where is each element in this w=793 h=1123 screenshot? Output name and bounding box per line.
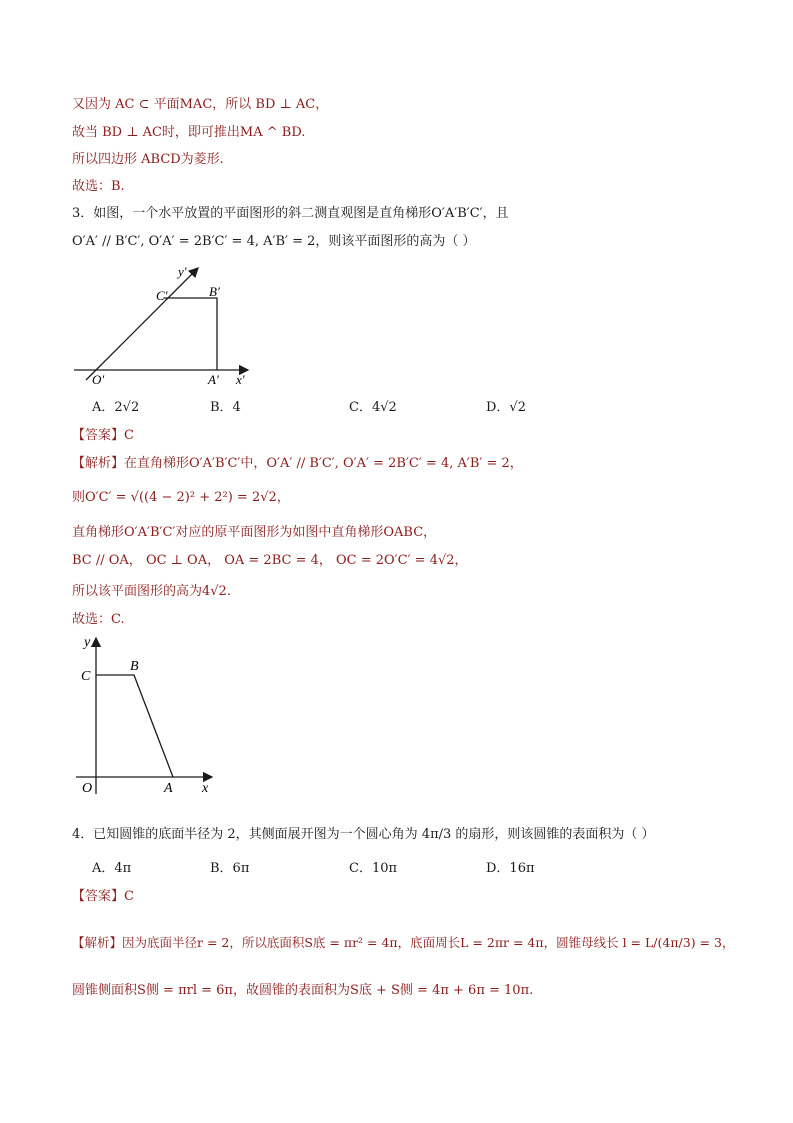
label-x-prime: x′ (236, 372, 245, 387)
solution-line-1: 又因为 AC ⊂ 平面MAC，所以 BD ⊥ AC， (72, 97, 329, 112)
q4-solution-1: 【解析】因为底面半径r = 2，所以底面积S底 = πr² = 4π，底面周长L = 2πr = 4π，圆锥母线长 l = L/(4π/3) = 3， (72, 935, 735, 950)
trapezoid-outline (164, 298, 217, 370)
q3-solution-4: BC // OA， OC ⊥ OA， OA = 2BC = 4， OC = 2O′C′ = 4√2， (72, 553, 468, 568)
q4-answer: 【答案】C (72, 889, 134, 904)
label-b: B (130, 659, 139, 674)
q3-option-b: B．4 (210, 400, 241, 415)
label-y: y (84, 635, 91, 650)
label-y-prime: y′ (178, 264, 187, 279)
q3-solution-1: 【解析】在直角梯形O′A′B′C′中，O′A′ // B′C′, O′A′ = 2B′C′ = 4, A′B′ = 2， (72, 456, 523, 471)
y-axis-line (86, 268, 198, 380)
q3-solution-5: 所以该平面图形的高为4√2. (72, 584, 231, 599)
solution-label: 【解析】 (72, 935, 123, 950)
solution-line-3: 所以四边形 ABCD为菱形. (72, 152, 224, 167)
q3-answer: 【答案】C (72, 428, 134, 443)
q3-solution-3: 直角梯形O′A′B′C′对应的原平面图形为如图中直角梯形OABC， (72, 525, 437, 540)
label-c-prime: C′ (156, 288, 168, 303)
label-a: A (164, 781, 173, 796)
question-4: 4．已知圆锥的底面半径为 2，其侧面展开图为一个圆心角为 4π/3 的扇形，则该圆锥的表面积为（ ） (72, 827, 655, 842)
solution-label: 【解析】 (72, 456, 125, 471)
figure-oblique-trapezoid (70, 262, 260, 392)
label-o-prime: O′ (92, 372, 105, 387)
question-3-line-2: O′A′ // B′C′, O′A′ = 2B′C′ = 4, A′B′ = 2，则该平面图形的高为（ ） (72, 234, 476, 249)
q3-solution-2: 则O′C′ = √((4 − 2)² + 2²) = 2√2， (72, 490, 290, 505)
label-b-prime: B′ (209, 284, 220, 299)
question-3-line-1: 3．如图，一个水平放置的平面图形的斜二测直观图是直角梯形O′A′B′C′，且 (72, 206, 509, 221)
q4-option-a: A．4π (92, 861, 132, 876)
trapezoid-outline (96, 675, 173, 777)
q4-option-d: D．16π (486, 861, 535, 876)
q4-option-b: B．6π (210, 861, 250, 876)
solution-line-2: 故当 BD ⊥ AC时，即可推出MA ^ BD. (72, 125, 306, 140)
q3-option-a: A．2√2 (92, 400, 140, 415)
label-c: C (81, 669, 91, 684)
q3-option-d: D．√2 (486, 400, 526, 415)
label-a-prime: A′ (208, 372, 219, 387)
label-o: O (82, 781, 93, 796)
figure-original-trapezoid (72, 632, 222, 802)
q3-option-c: C．4√2 (349, 400, 397, 415)
label-x: x (202, 781, 209, 796)
q4-solution-2: 圆锥侧面积S侧 = πrl = 6π，故圆锥的表面积为S底 + S侧 = 4π + 6π = 10π. (72, 983, 534, 998)
choose-line: 故选：B. (72, 179, 125, 194)
q4-option-c: C．10π (349, 861, 398, 876)
q3-choose: 故选：C. (72, 612, 125, 627)
